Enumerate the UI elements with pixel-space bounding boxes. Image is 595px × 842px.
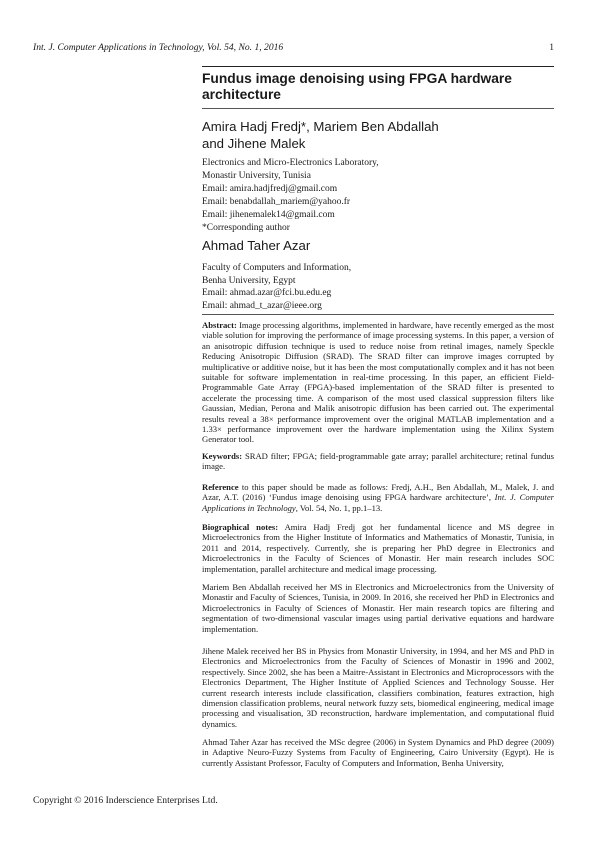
author-names-line-1: Amira Hadj Fredj*, Mariem Ben Abdallah	[202, 119, 439, 134]
keywords-label: Keywords:	[202, 451, 243, 461]
affiliation-line: Faculty of Computers and Information,	[202, 263, 352, 273]
reference-journal: Int. J. Computer Applications in Technology	[202, 492, 554, 513]
email-line: Email: ahmad_t_azar@ieee.org	[202, 300, 322, 311]
title-bottom-rule	[202, 108, 554, 109]
email-line: Email: ahmad.azar@fci.bu.edu.eg	[202, 288, 332, 298]
reference-note	[202, 482, 554, 513]
author-names-line-2: and Jihene Malek	[202, 135, 306, 151]
keywords	[202, 451, 554, 472]
title-top-rule	[202, 66, 554, 67]
abstract-top-rule	[202, 314, 554, 315]
running-head: Int. J. Computer Applications in Technology, Vol. 54, No. 1, 2016	[33, 42, 284, 53]
abstract	[202, 320, 554, 445]
bio-paragraph-1	[202, 522, 554, 574]
author-names-group-1	[202, 119, 554, 152]
author-name-group-2: Ahmad Taher Azar	[202, 238, 311, 253]
page-number: 1	[549, 42, 554, 53]
affiliation-line: Electronics and Micro-Electronics Laboratory,	[202, 158, 379, 168]
email-line: Email: jihenemalek14@gmail.com	[202, 210, 335, 221]
affiliation-line: Monastir University, Tunisia	[202, 171, 311, 182]
bio-paragraph-4: Ahmad Taher Azar has received the MSc degree (2006) in System Dynamics and PhD degree (2009) in Adaptive Neuro-Fuzzy Systems from Faculty of Engineering, Cairo University (Egypt). He is currently Assistant Professor, Faculty of Computers and Information, Benha University,	[202, 737, 554, 768]
reference-label: Reference	[202, 482, 239, 492]
email-line: Email: amira.hadjfredj@gmail.com	[202, 184, 338, 195]
bio-paragraph-3: Jihene Malek received her BS in Physics from Monastir University, in 1994, and her MS and PhD in Electronics and Microelectronics from the Faculty of Sciences of Monastir in 1996 and 2002, respectively. Since 2002, she has been a Maitre-Assistant in Electronics and Microprocessors with the Electronics Department, The Higher Institute of Applied Sciences and Technology Sousse. Her current research interests include classification, classifiers combination, features extraction, high dimension classification problems, neural network fuzzy sets, biomedical engineering, medical image processing and visualisation, 3D reconstruction, hardware implementation, and computational fluid dynamics.	[202, 646, 554, 729]
email-line: Email: benabdallah_mariem@yahoo.fr	[202, 197, 351, 208]
bio-label: Biographical notes:	[202, 522, 279, 532]
affiliation-group-2	[202, 262, 554, 312]
bio-text-1: Amira Hadj Fredj got her fundamental licence and MS degree in Microelectronics from the Higher Institute of Informatics and Mathematics of Monastir, Tunisia, in 2011 and 2014, respectively. Currently, she is preparing her PhD degree in Electronics and Microelectronics in the Faculty of Sciences of Monastir. Her main research includes SOC implementation, parallel architecture and medical image processing.	[202, 522, 554, 574]
reference-text-end: , Vol. 54, No. 1, pp.1–13.	[295, 502, 383, 513]
affiliation-group-1	[202, 157, 554, 236]
reference-text: to this paper should be made as follows: Fredj, A.H., Ben Abdallah, M., Malek, J. and Azar, A.T. (2016) ‘Fundus image denoising using FPGA hardware architecture’,	[202, 482, 554, 503]
copyright-footer: Copyright © 2016 Inderscience Enterprises Ltd.	[33, 795, 218, 806]
affiliation-line: Benha University, Egypt	[202, 275, 296, 286]
keywords-text: SRAD filter; FPGA; field-programmable gate array; parallel architecture; retinal fundus image.	[202, 451, 554, 472]
abstract-text: Image processing algorithms, implemented in hardware, have recently emerged as the most viable solution for improving the performance of image processing systems. In this paper, a version of an anisotropic diffusion technique is used to reduce noise from retinal images, namely Speckle Reducing Anisotropic Diffusion (SRAD). The SRAD filter can improve images corrupted by multiplicative or additive noise, but it has been the most computationally complex and it has not been suitable for software implementation in real-time processing. In this paper, an efficient Field-Programmable Gate Array (FPGA)-based implementation of the SRAD filter is presented to accelerate the processing time. A comparison of the most used classical suppression filters like Gaussian, Median, Perona and Malik anisotropic diffusion has been carried out. The experimental results reveal a 38× performance improvement over the original MATLAB implementation and a 1.33× performance improvement over the hardware implementation using the Xilinx System Generator tool.	[202, 320, 554, 445]
paper-title: Fundus image denoising using FPGA hardware architecture	[202, 71, 512, 102]
bio-paragraph-2: Mariem Ben Abdallah received her MS in Electronics and Microelectronics from the University of Monastir and Faculty of Sciences, Tunisia, in 2009. In 2016, she received her PhD in Electronics and Microelectronics in Faculty of Sciences of Monastir. Her main research topics are filtering and segmentation of two-dimensional vascular images using partial derivative equations and hardware implementation.	[202, 582, 554, 634]
abstract-label: Abstract:	[202, 320, 237, 330]
corresponding-author-note: *Corresponding author	[202, 223, 290, 234]
